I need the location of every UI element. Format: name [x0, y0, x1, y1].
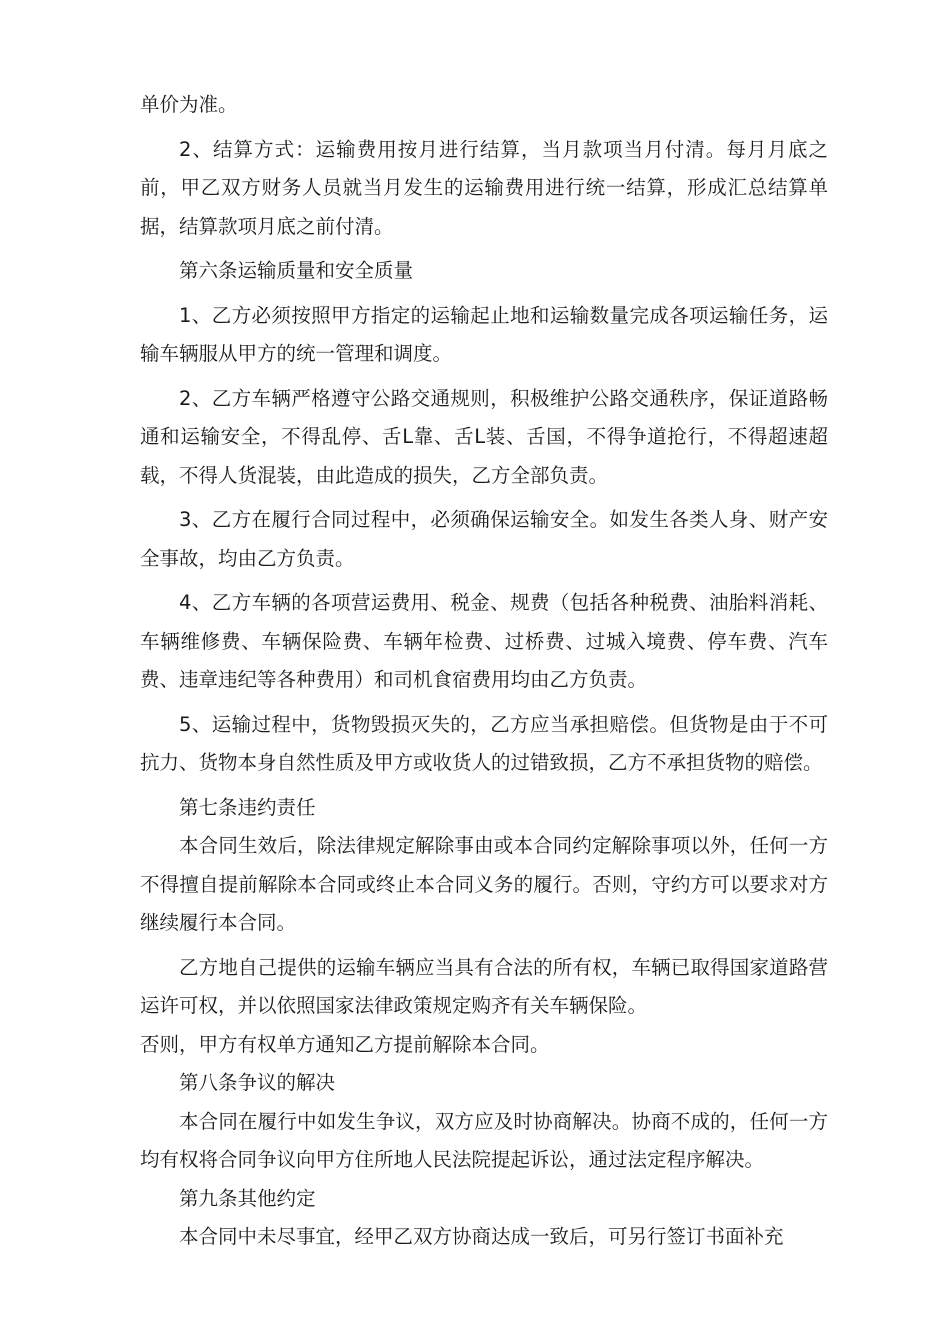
paragraph-article-7-body-3: 否则，甲方有权单方通知乙方提前解除本合同。	[140, 1032, 550, 1056]
paragraph-article-6-item-4: 4、乙方车辆的各项营运费用、税金、规费（包括各种税费、油胎料消耗、车辆维修费、车辆保险费、车辆年检费、过桥费、过城入境费、停车费、汽车费、违章违纪等各种费用）和司机食宿费用均由乙方负责。	[140, 591, 828, 691]
section-heading-article-6: 第六条运输质量和安全质量	[179, 259, 414, 282]
paragraph-settlement-method: 2、结算方式：运输费用按月进行结算，当月款项当月付清。每月月底之前，甲乙双方财务人员就当月发生的运输费用进行统一结算，形成汇总结算单据，结算款项月底之前付清。	[140, 137, 828, 238]
paragraph-article-9-body: 本合同中未尽事宜，经甲乙双方协商达成一致后，可另行签订书面补充	[179, 1225, 784, 1248]
section-heading-article-7: 第七条违约责任	[179, 795, 316, 819]
section-heading-article-8: 第八条争议的解决	[179, 1071, 336, 1094]
paragraph-article-6-item-2: 2、乙方车辆严格遵守公路交通规则，积极维护公路交通秩序，保证道路畅通和运输安全，不得乱停、舌L靠、舌L装、舌国，不得争道抢行，不得超速超载，不得人货混装，由此造成的损失，乙方全部负责。	[140, 386, 828, 487]
paragraph-unit-price-continuation: 单价为准。	[140, 93, 238, 116]
paragraph-article-6-item-5: 5、运输过程中，货物毁损灭失的，乙方应当承担赔偿。但货物是由于不可抗力、货物本身自然性质及甲方或收货人的过错致损，乙方不承担货物的赔偿。	[140, 712, 828, 774]
paragraph-article-6-item-1: 1、乙方必须按照甲方指定的运输起止地和运输数量完成各项运输任务，运输车辆服从甲方的统一管理和调度。	[140, 303, 828, 365]
section-heading-article-9: 第九条其他约定	[179, 1186, 316, 1210]
paragraph-article-7-body-1: 本合同生效后，除法律规定解除事由或本合同约定解除事项以外，任何一方不得擅自提前解除本合同或终止本合同义务的履行。否则，守约方可以要求对方继续履行本合同。	[140, 834, 828, 934]
paragraph-article-7-body-2: 乙方地自己提供的运输车辆应当具有合法的所有权，车辆已取得国家道路营运许可权，并以依照国家法律政策规定购齐有关车辆保险。	[140, 955, 828, 1017]
paragraph-article-8-body: 本合同在履行中如发生争议，双方应及时协商解决。协商不成的，任何一方均有权将合同争议向甲方住所地人民法院提起诉讼，通过法定程序解决。	[140, 1109, 828, 1171]
document-page	[140, 86, 828, 1257]
paragraph-article-6-item-3: 3、乙方在履行合同过程中，必须确保运输安全。如发生各类人身、财产安全事故，均由乙方负责。	[140, 508, 828, 570]
